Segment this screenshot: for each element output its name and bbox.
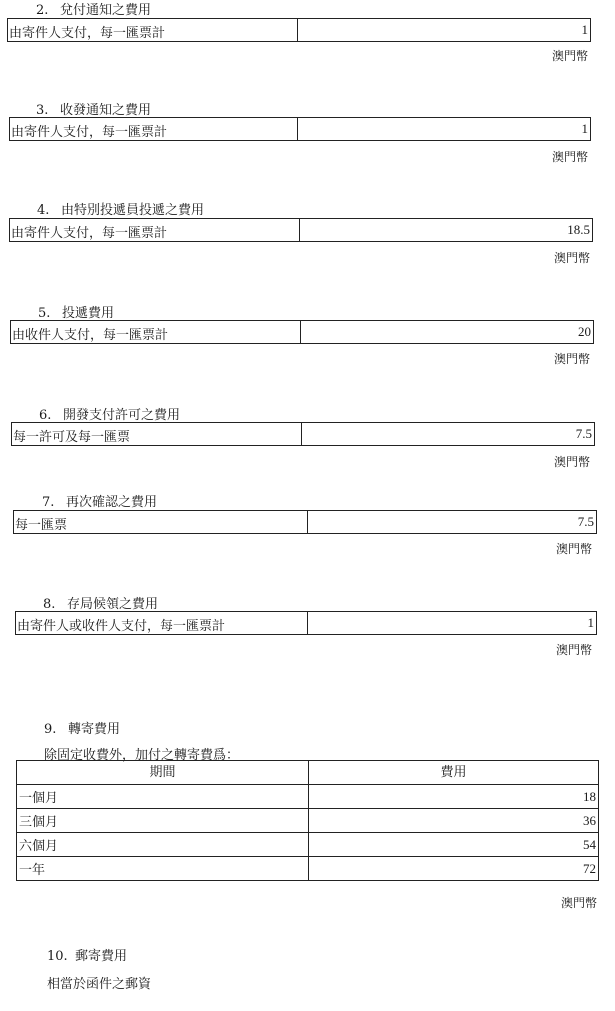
section-heading: 轉寄費用 (68, 722, 121, 737)
section-number: 10. (47, 949, 68, 964)
fee-description: 每一匯票 (14, 511, 308, 533)
fee-amount: 7.5 (577, 514, 594, 529)
fee-row (9, 117, 591, 141)
fee-description: 由寄件人支付，每一匯票計 (8, 19, 298, 41)
section-title (42, 495, 157, 511)
section-title (36, 3, 151, 19)
section-number: 7. (42, 495, 55, 510)
fee-amount: 1 (581, 121, 588, 136)
fee-description: 由寄件人或收件人支付，每一匯票計 (16, 612, 308, 634)
fee-description: 由寄件人支付，每一匯票計 (10, 219, 300, 241)
section-number: 8. (43, 597, 56, 612)
section-number: 4. (37, 203, 50, 218)
currency-label: 澳門幣 (556, 643, 593, 657)
period-cell: 六個月 (17, 833, 309, 857)
table-header-row (17, 761, 599, 785)
section-heading: 投遞費用 (62, 306, 115, 321)
fee-amount: 1 (581, 22, 588, 37)
section-number: 2. (36, 3, 49, 18)
section-number: 3. (36, 103, 49, 118)
section-heading: 再次確認之費用 (66, 495, 158, 510)
period-cell: 一年 (17, 857, 309, 881)
fee-row (7, 18, 591, 42)
fee-description: 由寄件人支付，每一匯票計 (10, 118, 298, 140)
currency-label: 澳門幣 (552, 49, 589, 63)
period-cell: 三個月 (17, 809, 309, 833)
fee-row (11, 422, 595, 446)
fee-amount: 18.5 (567, 222, 590, 237)
section-number: 5. (38, 306, 51, 321)
postage-subtitle: 相當於函件之郵資 (47, 977, 152, 992)
period-cell: 一個月 (17, 785, 309, 809)
currency-label: 澳門幣 (554, 251, 591, 265)
section-heading: 開發支付許可之費用 (63, 408, 181, 423)
header-fee: 費用 (309, 761, 599, 785)
section-heading: 存局候領之費用 (67, 597, 159, 612)
section-title (37, 203, 204, 219)
fee-row (15, 611, 597, 635)
table-row (17, 857, 599, 881)
currency-label: 澳門幣 (554, 352, 591, 366)
section-heading: 郵寄費用 (75, 949, 128, 964)
section-heading: 由特別投遞員投遞之費用 (61, 203, 205, 218)
section-number: 6. (39, 408, 52, 423)
fee-amount: 20 (578, 324, 591, 339)
table-row (17, 833, 599, 857)
currency-label: 澳門幣 (554, 455, 591, 469)
fee-description: 每一許可及每一匯票 (12, 423, 302, 445)
section-title (47, 949, 127, 965)
fee-description: 由收件人支付，每一匯票計 (11, 321, 301, 343)
fee-row (10, 320, 594, 344)
fee-cell: 18 (309, 785, 599, 809)
currency-label: 澳門幣 (556, 542, 593, 556)
section-heading: 收發通知之費用 (60, 103, 152, 118)
fee-cell: 54 (309, 833, 599, 857)
fee-amount: 1 (587, 615, 594, 630)
redirect-subtitle: 除固定收費外，加付之轉寄費爲： (44, 748, 240, 763)
currency-label: 澳門幣 (552, 150, 589, 164)
fee-cell: 72 (309, 857, 599, 881)
fee-amount: 7.5 (575, 426, 592, 441)
section-title (44, 722, 120, 738)
currency-label: 澳門幣 (561, 896, 598, 910)
section-number: 9. (44, 722, 57, 737)
fee-row (13, 510, 597, 534)
fee-cell: 36 (309, 809, 599, 833)
section-heading: 兌付通知之費用 (60, 3, 152, 18)
table-row (17, 785, 599, 809)
redirect-fee-table (16, 760, 599, 881)
fee-row (9, 218, 593, 242)
header-period: 期間 (17, 761, 309, 785)
table-row (17, 809, 599, 833)
